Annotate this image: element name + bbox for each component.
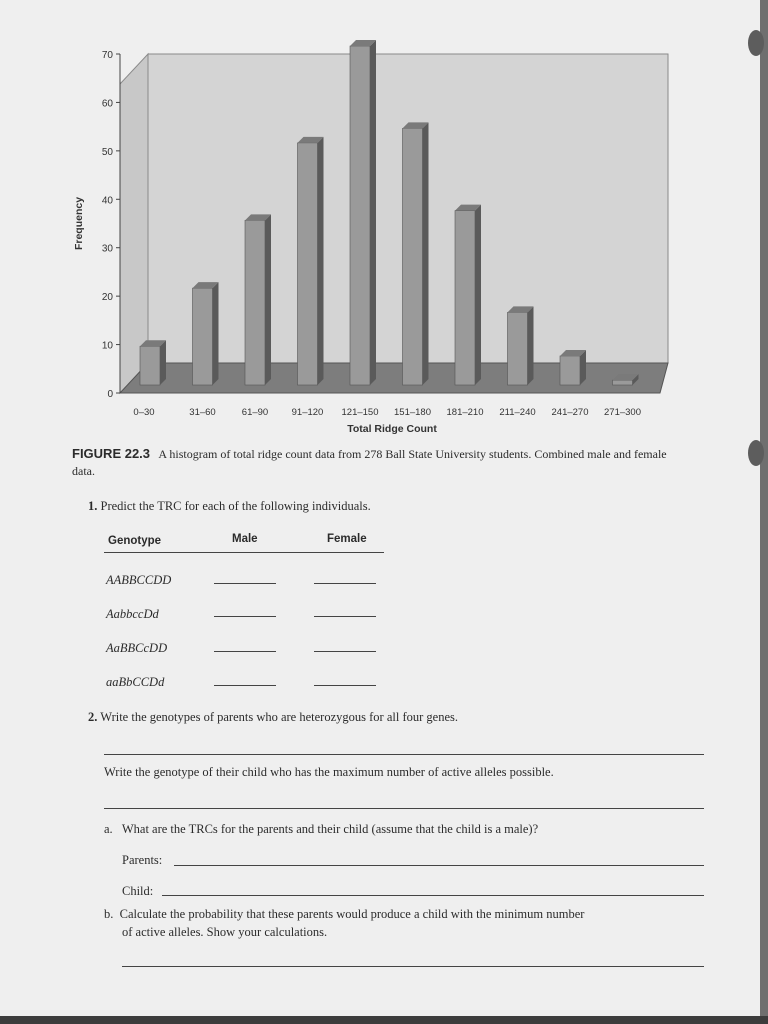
table-header-rule (104, 552, 384, 553)
histogram-bar-front (140, 346, 160, 385)
x-tick-label: 121–150 (341, 407, 379, 418)
parents-label: Parents: (122, 853, 163, 867)
x-tick-label: 271–300 (604, 407, 641, 418)
header-male: Male (232, 533, 258, 545)
male-answer-2[interactable] (214, 616, 276, 617)
histogram-bar-side (160, 340, 166, 385)
male-answer-4[interactable] (214, 685, 276, 686)
y-tick-label: 30 (101, 243, 113, 255)
y-axis-label: Frequency (73, 196, 85, 251)
question-2-number: 2. (88, 710, 98, 724)
x-tick-label: 61–90 (241, 407, 269, 418)
histogram-bar-front (613, 380, 633, 385)
question-2b-text-2: of active alleles. Show your calculations. (122, 925, 328, 939)
histogram-bar-front (560, 356, 580, 385)
x-axis-label: Total Ridge Count (347, 423, 437, 435)
y-tick-label: 50 (101, 146, 113, 158)
question-1-text: Predict the TRC for each of the following individuals. (100, 499, 371, 513)
histogram-bar-side (580, 350, 586, 385)
male-answer-3[interactable] (214, 651, 276, 652)
binder-hole-top (748, 30, 764, 56)
parents-trc-answer-line[interactable] (174, 865, 704, 866)
question-2 (88, 710, 458, 725)
histogram-bar-side (213, 282, 219, 385)
child-trc-answer-line[interactable] (162, 895, 704, 896)
histogram-bar-front (245, 220, 265, 385)
question-2a-text: What are the TRCs for the parents and their child (assume that the child is a male)? (121, 822, 539, 836)
question-2b (104, 905, 714, 941)
question-2a (104, 822, 538, 837)
histogram-bar-side (475, 205, 481, 385)
child-label: Child: (122, 884, 154, 898)
header-female: Female (327, 533, 367, 545)
x-tick-label: 31–60 (189, 407, 216, 418)
genotype-row-3: AaBBCcDD (106, 641, 168, 655)
figure-label: FIGURE 22.3 (72, 446, 151, 461)
binder-hole-middle (748, 440, 764, 466)
histogram-bar-front (508, 312, 528, 385)
question-1 (88, 499, 371, 514)
histogram-bar-front (403, 128, 423, 385)
y-tick-label: 40 (101, 195, 113, 207)
x-tick-label: 91–120 (291, 407, 324, 418)
question-2b-label: b. (104, 907, 114, 921)
female-answer-1[interactable] (314, 583, 376, 584)
y-tick-label: 20 (101, 292, 113, 304)
histogram-bar-side (370, 40, 376, 385)
figure-caption-text: A histogram of total ridge count data from 278 Ball State University students. Combined male and female data. (72, 447, 667, 478)
histogram-bar-side (528, 306, 534, 385)
ridge-count-histogram (60, 30, 700, 440)
chart-side-wall (120, 54, 148, 393)
parents-genotype-answer-line[interactable] (104, 754, 704, 755)
question-2b-text-1: Calculate the probability that these parents would produce a child with the minimum number (119, 907, 585, 921)
probability-answer-line[interactable] (122, 966, 704, 967)
figure-caption (72, 445, 682, 480)
female-answer-3[interactable] (314, 651, 376, 652)
question-2-text: Write the genotypes of parents who are heterozygous for all four genes. (100, 710, 458, 724)
genotype-row-1: AABBCCDD (106, 573, 172, 587)
question-1-number: 1. (88, 499, 98, 513)
genotype-row-2: AabbccDd (106, 607, 159, 621)
child-genotype-answer-line[interactable] (104, 808, 704, 809)
x-tick-label: 151–180 (394, 407, 431, 418)
histogram-bar-front (455, 211, 475, 385)
histogram-bar-front (350, 46, 370, 385)
x-tick-label: 211–240 (499, 407, 536, 418)
female-answer-4[interactable] (314, 685, 376, 686)
x-tick-label: 241–270 (551, 407, 589, 418)
y-tick-label: 10 (101, 340, 113, 352)
histogram-bar-side (423, 122, 429, 385)
genotype-row-4: aaBbCCDd (106, 675, 165, 689)
header-genotype: Genotype (108, 535, 162, 547)
y-tick-label: 70 (101, 50, 113, 61)
histogram-bar-side (265, 214, 271, 385)
desk-edge (0, 1016, 768, 1024)
child-genotype-prompt: Write the genotype of their child who has the maximum number of active alleles possible. (104, 765, 554, 779)
y-tick-label: 60 (101, 98, 113, 110)
histogram-bar-front (298, 143, 318, 385)
x-tick-label: 181–210 (446, 407, 484, 418)
x-tick-label: 0–30 (133, 407, 155, 418)
y-tick-label: 0 (107, 389, 113, 400)
histogram-bar-front (193, 288, 213, 385)
female-answer-2[interactable] (314, 616, 376, 617)
male-answer-1[interactable] (214, 583, 276, 584)
histogram-bar-side (318, 137, 324, 385)
question-2a-label: a. (104, 822, 113, 836)
